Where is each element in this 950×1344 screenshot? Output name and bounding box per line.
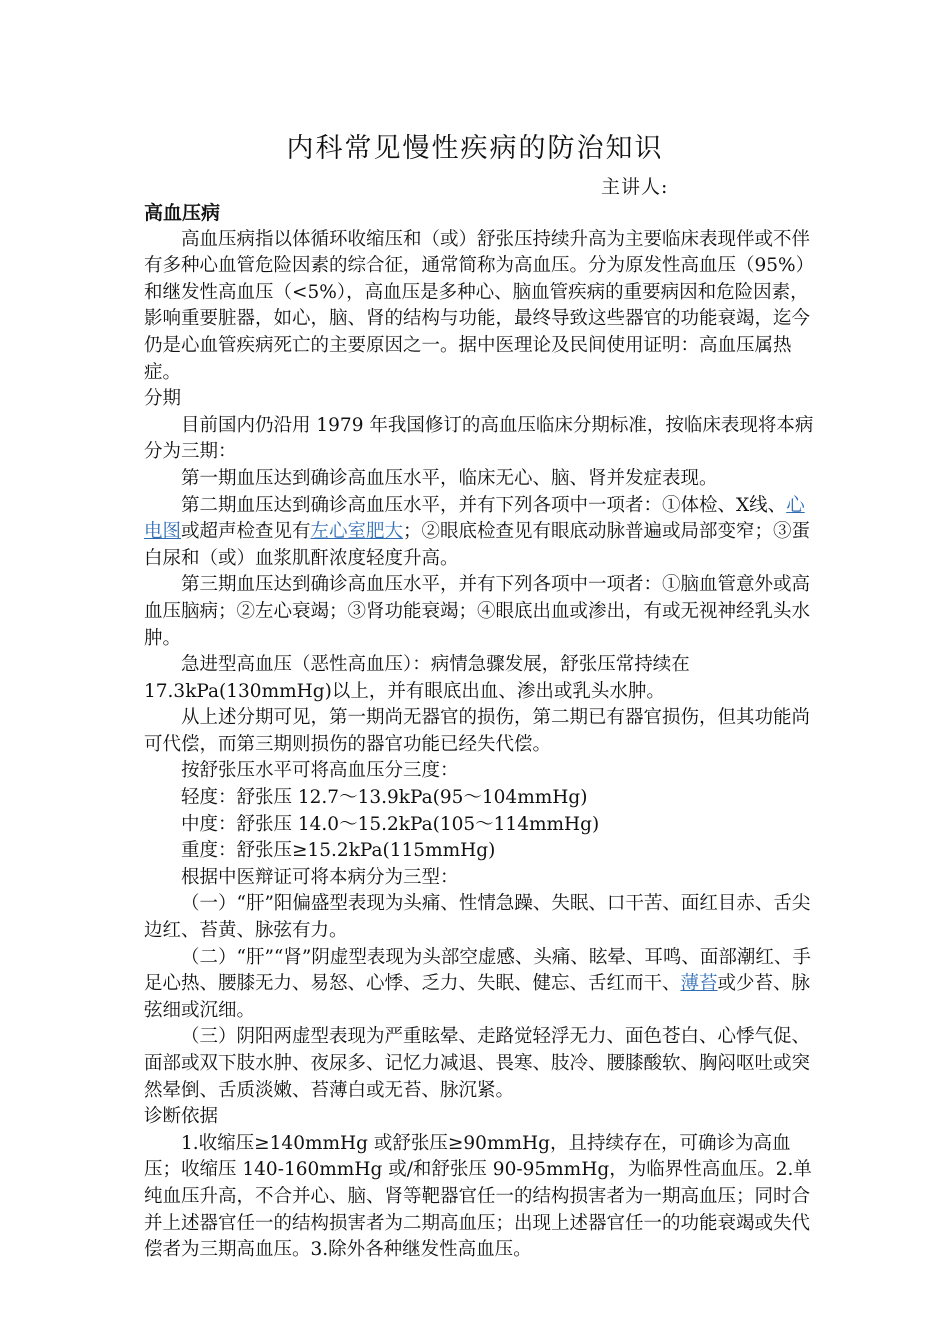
subheading-diagnosis: 诊断依据	[144, 1106, 219, 1128]
document-body	[144, 200, 814, 1264]
degree-moderate: 中度：舒张压 14.0～15.2kPa(105～114mmHg)	[181, 813, 600, 835]
stage-two-text-c: ；②眼底检查见有眼底动脉普遍或局部变窄；③蛋白尿和（或）血浆肌酐浓度轻度升高。	[144, 521, 811, 569]
section-heading: 高血压病	[144, 202, 221, 224]
paragraph-staging-intro: 目前国内仍沿用 1979 年我国修订的高血压临床分期标准，按临床表现将本病分为三期：	[144, 414, 814, 463]
paragraph-definition: 高血压病指以体循环收缩压和（或）舒张压持续升高为主要临床表现伴或不伴有多种心血管危险因素的综合征，通常简称为高血压。分为原发性高血压（95%）和继发性高血压（<5%），高血压是多种心、脑血管疾病的重要病因和危险因素，影响重要脏器，如心，脑、肾的结构与功能，最终导致这些器官的功能衰竭，迄今仍是心血管疾病死亡的主要原因之一。据中医理论及民间使用证明：高血压属热症。	[144, 228, 811, 383]
tcm-type-two-text-a: （二）“肝”“肾”阴虚型表现为头部空虚感、头痛、眩晕、耳鸣、面部潮红、手足心热、腰膝无力、易怒、心悸、乏力、失眠、健忘、舌红而干、	[144, 946, 811, 995]
paragraph-malignant: 急进型高血压（恶性高血压）：病情急骤发展，舒张压常持续在 17.3kPa(130mmHg)以上，并有眼底出血、渗出或乳头水肿。	[144, 654, 690, 702]
paragraph-tcm-type-two	[144, 945, 814, 1025]
stage-two-text-b: 或超声检查见有	[181, 521, 311, 543]
paragraph-staging-summary: 从上述分期可见，第一期尚无器官的损伤，第二期已有器官损伤，但其功能尚可代偿，而第三期则损伤的器官功能已经失代偿。	[144, 707, 811, 755]
paragraph-tcm-type-one: （一）“肝”阳偏盛型表现为头痛、性情急躁、失眠、口干苦、面红目赤、舌尖边红、苔黄、脉弦有力。	[144, 893, 811, 942]
ecg-link[interactable]: 心电图	[144, 494, 805, 543]
thin-coating-link[interactable]: 薄苔	[680, 973, 718, 995]
degree-mild: 轻度：舒张压 12.7～13.9kPa(95～104mmHg)	[181, 787, 588, 809]
lvh-link[interactable]: 左心室肥大	[310, 521, 404, 543]
paragraph-stage-one: 第一期血压达到确诊高血压水平，临床无心、脑、肾并发症表现。	[181, 467, 718, 489]
paragraph-degree-intro: 按舒张压水平可将高血压分三度：	[181, 760, 459, 782]
paragraph-tcm-type-three: （三）阴阳两虚型表现为严重眩晕、走路觉轻浮无力、面色苍白、心悸气促、面部或双下肢水肿、夜尿多、记忆力减退、畏寒、肢冷、腰膝酸软、胸闷呕吐或突然晕倒、舌质淡嫩、苔薄白或无苔、脉沉紧。	[144, 1026, 811, 1101]
degree-severe: 重度：舒张压≥15.2kPa(115mmHg)	[181, 840, 496, 862]
speaker-label: 主讲人:	[601, 176, 669, 198]
tcm-type-two-text-b: 或少苔、脉弦细或沉细。	[144, 973, 811, 1021]
subheading-staging: 分期	[144, 388, 182, 410]
paragraph-stage-two	[144, 493, 814, 573]
page-title: 内科常见慢性疾病的防治知识	[286, 133, 664, 164]
paragraph-stage-three: 第三期血压达到确诊高血压水平，并有下列各项中一项者：①脑血管意外或高血压脑病；②左心衰竭；③肾功能衰竭；④眼底出血或渗出，有或无视神经乳头水肿。	[144, 574, 811, 649]
stage-two-text-a: 第二期血压达到确诊高血压水平，并有下列各项中一项者：①体检、X线、	[181, 494, 787, 516]
paragraph-diagnosis: 1.收缩压≥140mmHg 或舒张压≥90mmHg，且持续存在，可确诊为高血压；收缩压 140-160mmHg 或/和舒张压 90-95mmHg，为临界性高血压。2.单纯血压升高，不合并心、脑、肾等靶器官任一的结构损害者为一期高血压；同时合并上述器官任一的结构损害者为二期高血压；出现上述器官任一的功能衰竭或失代偿者为三期高血压。3.除外各种继发性高血压。	[144, 1132, 812, 1261]
paragraph-tcm-intro: 根据中医辩证可将本病分为三型：	[181, 866, 459, 888]
